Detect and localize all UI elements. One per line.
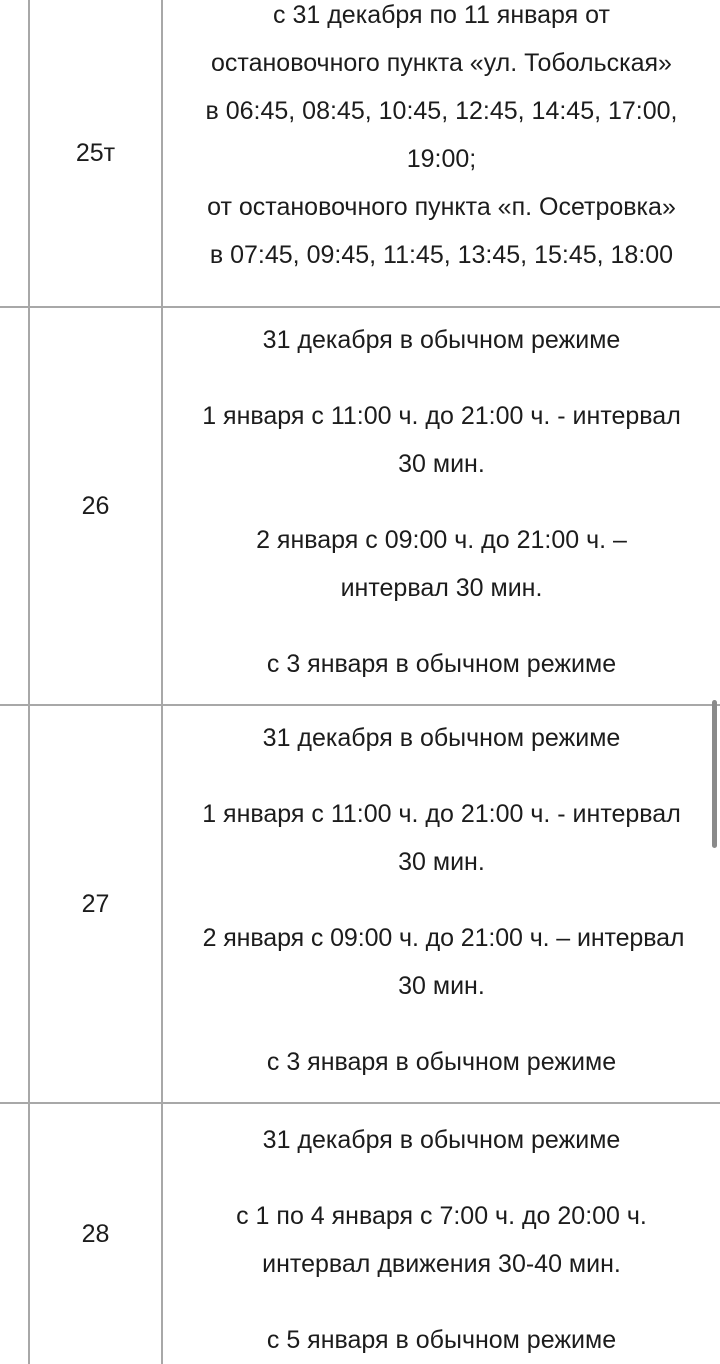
schedule-info-cell: [162, 307, 720, 705]
schedule-line: 1 января с 11:00 ч. до 21:00 ч. - интервал: [202, 402, 681, 430]
schedule-line: 30 мин.: [398, 972, 485, 1000]
route-number-cell: [29, 0, 162, 307]
schedule-line: с 31 декабря по 11 января от: [273, 1, 610, 29]
schedule-line: с 1 по 4 января с 7:00 ч. до 20:00 ч.: [236, 1202, 647, 1230]
paragraph-gap: [163, 1288, 720, 1316]
paragraph-gap: [163, 612, 720, 640]
schedule-info-cell: [162, 705, 720, 1103]
row-margin-cell: [0, 307, 29, 705]
row-margin-cell: [0, 1103, 29, 1364]
schedule-line: с 5 января в обычном режиме: [266, 1326, 617, 1354]
paragraph-gap: [163, 1164, 720, 1192]
schedule-line: с 3 января в обычном режиме: [266, 1048, 617, 1076]
schedule-line: в 06:45, 08:45, 10:45, 12:45, 14:45, 17:00,: [205, 97, 678, 125]
row-margin-cell: [0, 705, 29, 1103]
schedule-info-cell: [162, 0, 720, 307]
paragraph-gap: [163, 886, 720, 914]
route-number-cell: [29, 1103, 162, 1364]
schedule-line: 31 декабря в обычном режиме: [262, 724, 621, 752]
schedule-text: [163, 714, 720, 1086]
schedule-line: 2 января с 09:00 ч. до 21:00 ч. – интервал: [202, 924, 685, 952]
schedule-line: 31 декабря в обычном режиме: [262, 1126, 621, 1154]
schedule-line: интервал 30 мин.: [340, 574, 543, 602]
paragraph-gap: [163, 762, 720, 790]
schedule-line: остановочного пункта «ул. Тобольская»: [211, 49, 672, 77]
route-number: 25т: [75, 139, 116, 167]
schedule-text: [163, 316, 720, 688]
schedule-line: в 07:45, 09:45, 11:45, 13:45, 15:45, 18:00: [209, 241, 674, 269]
schedule-info-cell: [162, 1103, 720, 1364]
vertical-scrollbar[interactable]: [712, 700, 717, 848]
schedule-line: 30 мин.: [398, 450, 485, 478]
table-row: [0, 0, 720, 307]
schedule-line: 2 января с 09:00 ч. до 21:00 ч. –: [256, 526, 627, 554]
route-number: 26: [81, 492, 110, 520]
route-number-cell: [29, 705, 162, 1103]
paragraph-gap: [163, 488, 720, 516]
paragraph-gap: [163, 1010, 720, 1038]
table-row: [0, 307, 720, 705]
schedule-line: от остановочного пункта «п. Осетровка»: [207, 193, 676, 221]
route-number: 28: [81, 1220, 110, 1248]
schedule-line: интервал движения 30-40 мин.: [262, 1250, 621, 1278]
schedule-line: с 3 января в обычном режиме: [266, 650, 617, 678]
schedule-line: 30 мин.: [398, 848, 485, 876]
schedule-text: [163, 1116, 720, 1364]
schedule-line: 31 декабря в обычном режиме: [262, 326, 621, 354]
row-margin-cell: [0, 0, 29, 307]
table-row: [0, 1103, 720, 1364]
schedule-line: 1 января с 11:00 ч. до 21:00 ч. - интервал: [202, 800, 681, 828]
schedule-line: 19:00;: [406, 145, 477, 173]
schedule-text: [163, 0, 720, 279]
table-row: [0, 705, 720, 1103]
route-number-cell: [29, 307, 162, 705]
route-number: 27: [81, 890, 110, 918]
paragraph-gap: [163, 364, 720, 392]
